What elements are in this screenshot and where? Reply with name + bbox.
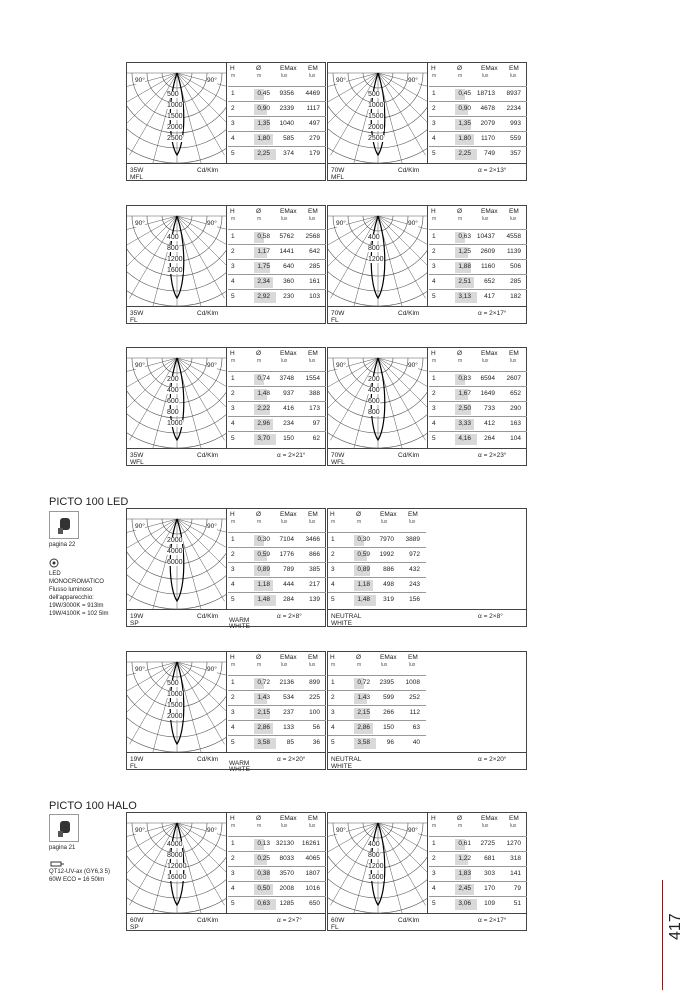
table-row: 3 1,75 640 285 bbox=[228, 259, 326, 275]
table-row: 3 1,35 1040 497 bbox=[228, 116, 326, 132]
ring-label: 4000 bbox=[167, 548, 183, 555]
ring-label: 800 bbox=[167, 245, 179, 252]
photometric-panel-4-left bbox=[126, 508, 326, 630]
panel-footer: 70W MFL Cd/Klm α = 2×13° bbox=[328, 163, 526, 182]
angle-label: 90° bbox=[135, 77, 145, 84]
ring-label: 1600 bbox=[167, 267, 183, 274]
angle-label: 90° bbox=[135, 827, 145, 834]
table-row: 5 3,13 417 182 bbox=[429, 289, 527, 305]
polar-diagram bbox=[127, 652, 227, 752]
ring-label: 1500 bbox=[368, 113, 384, 120]
table-row: 1 0,72 2395 1008 bbox=[328, 675, 426, 691]
ring-label: 800 bbox=[167, 409, 179, 416]
ring-label: 6000 bbox=[167, 559, 183, 566]
ring-label: 800 bbox=[368, 245, 380, 252]
ring-label: 1600 bbox=[368, 874, 384, 881]
angle-label: 90° bbox=[135, 362, 145, 369]
table-row: 2 0,25 8033 4065 bbox=[228, 851, 326, 867]
table-header: H m Ø m EMax lux EM lux bbox=[431, 350, 519, 364]
panel-footer: 35W MFL Cd/Klm bbox=[127, 163, 325, 182]
panel-footer: 19W SP Cd/Klm WARM WHITE α = 2×8° bbox=[127, 609, 325, 628]
ring-label: 400 bbox=[368, 234, 380, 241]
table-row: 1 0,45 18713 8937 bbox=[429, 86, 527, 102]
ring-label: 600 bbox=[167, 398, 179, 405]
page-ref-halo: pagina 21 bbox=[49, 845, 76, 851]
photometric-panel-2-right bbox=[327, 205, 527, 324]
photometric-panel-1-left bbox=[126, 62, 326, 181]
table-row: 3 1,83 303 141 bbox=[429, 866, 527, 882]
table-row: 3 2,15 237 100 bbox=[228, 705, 326, 721]
table-row: 3 0,89 789 385 bbox=[228, 562, 326, 578]
ring-label: 8000 bbox=[167, 852, 183, 859]
table-row: 4 2,96 234 97 bbox=[228, 416, 326, 432]
table-row: 2 0,59 1992 972 bbox=[328, 547, 426, 563]
polar-diagram bbox=[328, 813, 428, 913]
panel-footer: 19W FL Cd/Klm WARM WHITE α = 2×20° bbox=[127, 752, 325, 771]
polar-diagram bbox=[127, 63, 227, 163]
angle-label: 90° bbox=[207, 220, 217, 227]
angle-label: 90° bbox=[207, 666, 217, 673]
ring-label: 500 bbox=[368, 91, 380, 98]
angle-label: 90° bbox=[408, 220, 418, 227]
table-row: 1 0,30 7104 3466 bbox=[228, 532, 326, 548]
table-row: 5 3,06 109 51 bbox=[429, 896, 527, 912]
table-row: 2 1,43 599 252 bbox=[328, 690, 426, 706]
ring-label: 12000 bbox=[167, 863, 187, 870]
table-row: 1 0,58 5762 2568 bbox=[228, 229, 326, 245]
table-row: 2 0,90 4678 2234 bbox=[429, 101, 527, 117]
ring-label: 2500 bbox=[368, 135, 384, 142]
table-header: H m Ø m EMax lux EM lux bbox=[230, 815, 318, 829]
table-row: 3 2,50 733 290 bbox=[429, 401, 527, 417]
table-row: 1 0,30 7970 3889 bbox=[328, 532, 426, 548]
angle-label: 90° bbox=[135, 666, 145, 673]
table-row: 2 1,67 1649 652 bbox=[429, 386, 527, 402]
table-row: 2 0,59 1776 866 bbox=[228, 547, 326, 563]
section-title-halo: PICTO 100 HALO bbox=[49, 800, 137, 812]
ring-label: 400 bbox=[167, 234, 179, 241]
panel-footer: 60W SP Cd/Klm α = 2×7° bbox=[127, 913, 325, 932]
table-row: 1 0,72 2136 899 bbox=[228, 675, 326, 691]
angle-label: 90° bbox=[207, 77, 217, 84]
polar-diagram bbox=[127, 348, 227, 448]
table-row: 1 0,63 10437 4558 bbox=[429, 229, 527, 245]
table-row: 3 2,15 266 112 bbox=[328, 705, 426, 721]
table-row: 3 0,38 3570 1807 bbox=[228, 866, 326, 882]
table-row: 2 0,90 2339 1117 bbox=[228, 101, 326, 117]
photometric-panel-6-right bbox=[327, 812, 527, 931]
ring-label: 4000 bbox=[167, 841, 183, 848]
angle-label: 90° bbox=[336, 827, 346, 834]
ring-label: 200 bbox=[167, 376, 179, 383]
polar-diagram bbox=[328, 348, 428, 448]
angle-label: 90° bbox=[207, 523, 217, 530]
table-row: 4 1,18 444 217 bbox=[228, 577, 326, 593]
ring-label: 1000 bbox=[368, 102, 384, 109]
table-row: 3 1,88 1160 506 bbox=[429, 259, 527, 275]
table-row: 4 0,50 2008 1016 bbox=[228, 881, 326, 897]
panel-footer: 70W FL Cd/Klm α = 2×17° bbox=[328, 306, 526, 325]
table-row: 2 1,43 534 225 bbox=[228, 690, 326, 706]
table-row: 5 2,25 749 357 bbox=[429, 146, 527, 162]
ring-label: 1500 bbox=[167, 113, 183, 120]
angle-label: 90° bbox=[135, 523, 145, 530]
table-row: 3 1,35 2079 993 bbox=[429, 116, 527, 132]
table-row: 4 2,86 133 56 bbox=[228, 720, 326, 736]
table-row: 4 2,51 652 285 bbox=[429, 274, 527, 290]
table-row: 2 1,25 2609 1139 bbox=[429, 244, 527, 260]
panel-footer: 60W FL Cd/Klm α = 2×17° bbox=[328, 913, 526, 932]
table-row: 4 1,18 498 243 bbox=[328, 577, 426, 593]
ring-label: 2000 bbox=[167, 124, 183, 131]
panel-footer: 35W FL Cd/Klm bbox=[127, 306, 325, 325]
table-row: 5 3,58 85 36 bbox=[228, 735, 326, 751]
photometric-panel-3-right bbox=[327, 347, 527, 466]
ring-label: 500 bbox=[167, 680, 179, 687]
table-header: H m Ø m EMax lux EM lux bbox=[230, 654, 318, 668]
product-thumbnail-icon bbox=[49, 511, 79, 539]
table-row: 4 2,45 170 79 bbox=[429, 881, 527, 897]
ring-label: 400 bbox=[368, 387, 380, 394]
table-row: 4 1,80 585 279 bbox=[228, 131, 326, 147]
angle-label: 90° bbox=[408, 827, 418, 834]
table-header: H m Ø m EMax lux EM lux bbox=[330, 511, 418, 525]
table-header: H m Ø m EMax lux EM lux bbox=[330, 654, 418, 668]
table-row: 1 0,61 2725 1270 bbox=[429, 836, 527, 852]
ring-label: 800 bbox=[368, 852, 380, 859]
photometric-panel-5-right bbox=[327, 651, 527, 770]
table-row: 5 1,48 319 156 bbox=[328, 592, 426, 608]
ring-label: 2000 bbox=[368, 124, 384, 131]
table-header: H m Ø m EMax lux EM lux bbox=[431, 815, 519, 829]
angle-label: 90° bbox=[207, 362, 217, 369]
photometric-panel-5-left bbox=[126, 651, 326, 773]
table-row: 5 3,70 150 62 bbox=[228, 431, 326, 447]
ring-label: 1500 bbox=[167, 702, 183, 709]
halo-specs: QT12-UV-ax (GY6,3 5) 60W ECO = 16 50lm bbox=[49, 869, 111, 883]
table-row: 4 2,86 150 63 bbox=[328, 720, 426, 736]
angle-label: 90° bbox=[135, 220, 145, 227]
ring-label: 16000 bbox=[167, 874, 187, 881]
angle-label: 90° bbox=[336, 220, 346, 227]
ring-label: 1200 bbox=[167, 256, 183, 263]
table-row: 2 1,17 1441 642 bbox=[228, 244, 326, 260]
table-row: 4 3,33 412 163 bbox=[429, 416, 527, 432]
product-thumbnail-icon bbox=[49, 814, 79, 842]
photometric-panel-1-right bbox=[327, 62, 527, 181]
photometric-panel-4-right bbox=[327, 508, 527, 627]
table-row: 1 0,13 32130 16261 bbox=[228, 836, 326, 852]
polar-diagram bbox=[328, 206, 428, 306]
table-row: 4 2,34 360 161 bbox=[228, 274, 326, 290]
table-header: H m Ø m EMax lux EM lux bbox=[431, 65, 519, 79]
table-header: H m Ø m EMax lux EM lux bbox=[230, 511, 318, 525]
ring-label: 2500 bbox=[167, 135, 183, 142]
table-row: 5 2,92 230 103 bbox=[228, 289, 326, 305]
panel-footer: NEUTRAL WHITE α = 2×8° bbox=[328, 609, 526, 628]
table-row: 3 0,89 886 432 bbox=[328, 562, 426, 578]
ring-label: 1000 bbox=[167, 102, 183, 109]
ring-label: 800 bbox=[368, 409, 380, 416]
polar-diagram bbox=[127, 509, 227, 609]
table-row: 1 0,45 9356 4469 bbox=[228, 86, 326, 102]
panel-footer: 35W WFL Cd/Klm α = 2×21° bbox=[127, 448, 325, 467]
ring-label: 2000 bbox=[167, 537, 183, 544]
angle-label: 90° bbox=[207, 827, 217, 834]
panel-footer: NEUTRAL WHITE α = 2×20° bbox=[328, 752, 526, 771]
ring-label: 600 bbox=[368, 398, 380, 405]
polar-diagram bbox=[328, 63, 428, 163]
ring-label: 500 bbox=[167, 91, 179, 98]
polar-diagram bbox=[127, 813, 227, 913]
page-ref-led: pagina 22 bbox=[49, 542, 76, 548]
table-row: 5 4,16 264 104 bbox=[429, 431, 527, 447]
table-row: 1 0,83 6594 2607 bbox=[429, 371, 527, 387]
page-number: 417 bbox=[667, 913, 684, 940]
ring-label: 1000 bbox=[167, 691, 183, 698]
angle-label: 90° bbox=[336, 362, 346, 369]
table-row: 2 1,22 681 318 bbox=[429, 851, 527, 867]
photometric-panel-6-left bbox=[126, 812, 326, 931]
panel-footer: 70W WFL Cd/Klm α = 2×23° bbox=[328, 448, 526, 467]
table-header: H m Ø m EMax lux EM lux bbox=[230, 208, 318, 222]
angle-label: 90° bbox=[408, 362, 418, 369]
polar-diagram bbox=[127, 206, 227, 306]
table-header: H m Ø m EMax lux EM lux bbox=[431, 208, 519, 222]
section-title-led: PICTO 100 LED bbox=[49, 496, 129, 508]
table-row: 5 0,63 1285 650 bbox=[228, 896, 326, 912]
ring-label: 200 bbox=[368, 376, 380, 383]
photometric-panel-3-left bbox=[126, 347, 326, 466]
table-header: H m Ø m EMax lux EM lux bbox=[230, 65, 318, 79]
ring-label: 1200 bbox=[368, 863, 384, 870]
ring-label: 1200 bbox=[368, 256, 384, 263]
ring-label: 1000 bbox=[167, 420, 183, 427]
table-row: 2 1,48 937 388 bbox=[228, 386, 326, 402]
table-row: 3 2,22 416 173 bbox=[228, 401, 326, 417]
angle-label: 90° bbox=[336, 77, 346, 84]
table-header: H m Ø m EMax lux EM lux bbox=[230, 350, 318, 364]
table-row: 5 3,58 96 40 bbox=[328, 735, 426, 751]
ring-label: 400 bbox=[368, 841, 380, 848]
table-row: 5 1,48 284 139 bbox=[228, 592, 326, 608]
page-edge-marker bbox=[662, 880, 663, 990]
photometric-panel-2-left bbox=[126, 205, 326, 324]
table-row: 1 0,74 3748 1554 bbox=[228, 371, 326, 387]
ring-label: 2000 bbox=[167, 713, 183, 720]
led-specs: LED MONOCROMATICO Flusso luminoso dell'apparecchio: 19W/3000K = 913lm 19W/4100K = 102 5lm bbox=[49, 571, 109, 617]
ring-label: 400 bbox=[167, 387, 179, 394]
table-row: 5 2,25 374 179 bbox=[228, 146, 326, 162]
table-row: 4 1,80 1170 559 bbox=[429, 131, 527, 147]
angle-label: 90° bbox=[408, 77, 418, 84]
